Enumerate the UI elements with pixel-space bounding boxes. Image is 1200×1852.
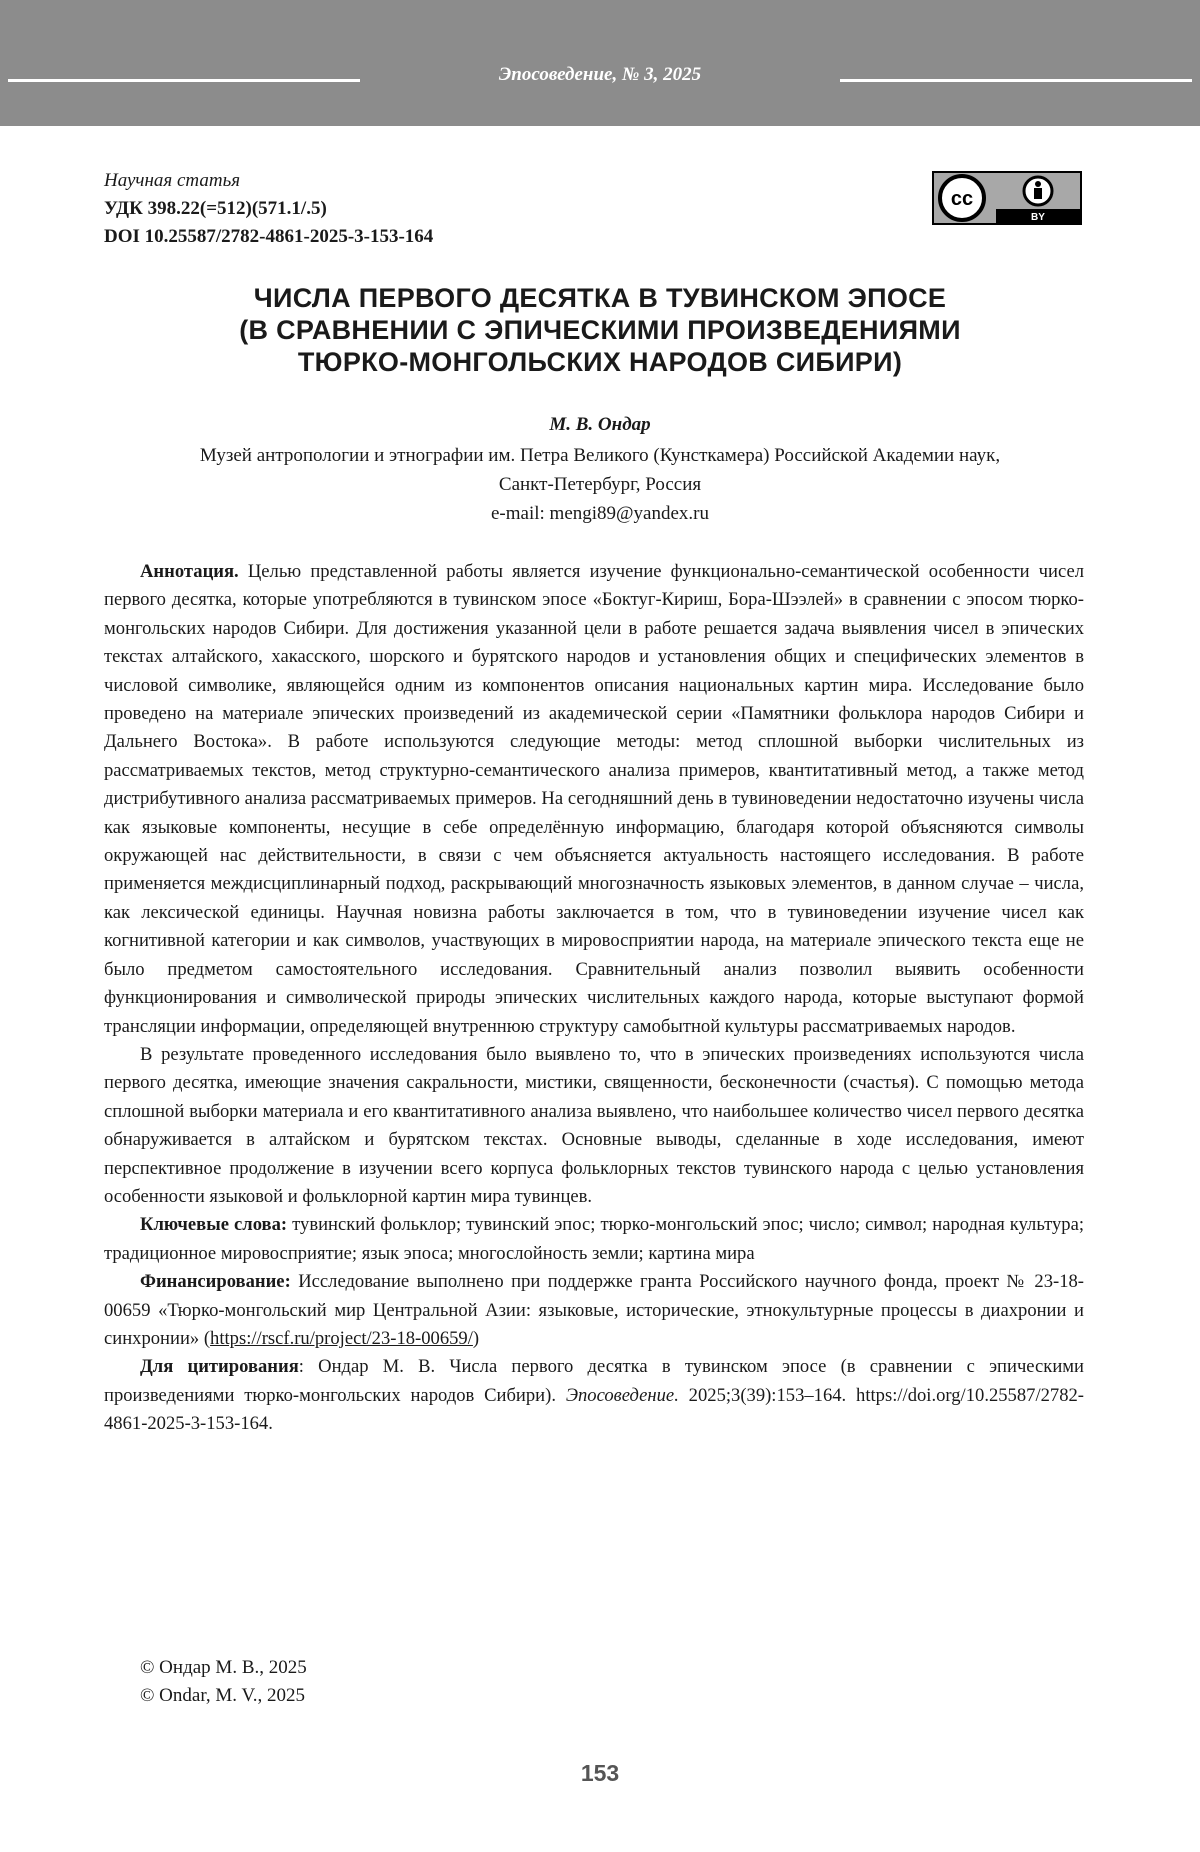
doi: DOI 10.25587/2782-4861-2025-3-153-164: [104, 226, 434, 247]
article-type: Научная статья: [104, 170, 241, 191]
keywords-paragraph: [104, 1211, 1084, 1268]
author-email: e-mail: mengi89@yandex.ru: [491, 503, 709, 524]
title-line-1: ЧИСЛА ПЕРВОГО ДЕСЯТКА В ТУВИНСКОМ ЭПОСЕ: [253, 283, 947, 313]
affiliation-line-1: Музей антропологии и этнографии им. Петра Великого (Кунсткамера) Российской Академии наук,: [199, 445, 1001, 466]
citation-label: Для цитирования: [140, 1356, 299, 1378]
copyright-ru: © Ондар М. В., 2025: [140, 1657, 307, 1678]
funding-paragraph: [104, 1268, 1084, 1353]
journal-running-title: Эпосоведение, № 3, 2025: [498, 64, 702, 85]
title-line-2: (В СРАВНЕНИИ С ЭПИЧЕСКИМИ ПРОИЗВЕДЕНИЯМИ: [239, 315, 961, 345]
citation-paragraph: [104, 1353, 1084, 1438]
abstract-text-1: Целью представленной работы является изучение функционально-семантической особенности чисел первого десятка, которые употребляются в тувинском эпосе «Боктуг-Кириш, Бора-Шээлей» в сравнении с эпосом тюрко-монгольских народов Сибири. Для достижения указанной цели в работе решается задача выявления чисел в эпических текстах алтайского, хакасского, шорского и бурятского народов и установления общих и специфических элементов в числовой символике, являющейся одним из компонентов описания национальных картин мира. Исследование было проведено на материале эпических произведений из академической серии «Памятники фольклора народов Сибири и Дальнего Востока». В работе используются следующие методы: метод сплошной выборки числительных из рассматриваемых текстов, метод структурно-семантического анализа примеров, квантитативный метод, а также метод дистрибутивного анализа рассматриваемых примеров. На сегодняшний день в тувиноведении недостаточно изучены числа как языковые компоненты, несущие в себе определённую информацию, благодаря которой объясняются символы окружающей нас действительности, в связи с чем объясняется актуальность настоящего исследования. В работе применяется междисциплинарный подход, раскрывающий многозначность языковых элементов, в данном случае – числа, как лексической единицы. Научная новизна работы заключается в том, что в тувиноведении изучение чисел как когнитивной категории и как символов, участвующих в мировосприятии народа, на материале эпического текста еще не было предметом самостоятельного исследования. Сравнительный анализ позволил выявить особенности функционирования и символической природы эпических числительных каждого народа, которые выступают формой трансляции информации, определяющей внутреннюю структуру самобытной культуры рассматриваемых народов.: [104, 561, 1084, 1037]
citation-text-before: : Ондар М. В. Числа первого десятка в тувинском эпосе (в сравнении с эпическими произведениями тюрко-монгольских народов Сибири).: [104, 1356, 1084, 1406]
funding-text: Исследование выполнено при поддержке гранта Российского научного фонда, проект № 23-18-00659 «Тюрко-монгольский мир Центральной Азии: языковые, исторические, этнокультурные процессы в диахронии и синхронии» (: [104, 1271, 1084, 1349]
funding-label: Финансирование:: [140, 1271, 291, 1293]
cc-by-license-icon: [932, 171, 1082, 225]
citation-journal: Эпосоведение.: [565, 1384, 679, 1406]
journal-header-band: [0, 0, 1200, 126]
article-meta: [104, 167, 433, 251]
cc-icon-text: cc: [950, 188, 974, 210]
affiliation-line-2: Санкт-Петербург, Россия: [498, 474, 702, 495]
copyright-block: [140, 1654, 307, 1710]
article-title: [100, 282, 1100, 378]
abstract-label: Аннотация.: [140, 561, 239, 582]
header-rule-left: [8, 79, 360, 82]
copyright-en: © Ondar, M. V., 2025: [140, 1685, 305, 1706]
page-number: 153: [580, 1760, 620, 1786]
by-icon-text: BY: [1031, 212, 1045, 223]
author-name: М. В. Ондар: [549, 414, 651, 435]
udc-code: УДК 398.22(=512)(571.1/.5): [104, 198, 327, 219]
keywords-text: тувинский фольклор; тувинский эпос; тюрко-монгольский эпос; число; символ; народная культура; традиционное мировосприятие; язык эпоса; многослойность земли; картина мира: [104, 1214, 1084, 1264]
keywords-label: Ключевые слова:: [140, 1214, 288, 1236]
author-affiliation: [100, 441, 1100, 528]
article-abstract-block: [104, 558, 1084, 1439]
funding-close: ): [472, 1327, 480, 1349]
funding-link[interactable]: https://rscf.ru/project/23-18-00659/: [210, 1327, 473, 1349]
header-rule-right: [840, 79, 1192, 82]
abstract-paragraph-2: В результате проведенного исследования было выявлено то, что в эпических произведениях используются числа первого десятка, имеющие значения сакральности, мистики, священности, бесконечности (счастья). С помощью метода сплошной выборки материала и его квантитативного анализа выявлено, что наибольшее количество чисел первого десятка обнаруживается в алтайском и бурятском текстах. Основные выводы, сделанные в ходе исследования, имеют перспективное продолжение в изучении всего корпуса фольклорных текстов тувинского народа с целью установления особенности языковой и фольклорной картин мира тувинцев.: [104, 1043, 1084, 1207]
citation-text-after: 2025;3(39):153–164. https://doi.org/10.25587/2782-4861-2025-3-153-164.: [104, 1384, 1084, 1435]
title-line-3: ТЮРКО-МОНГОЛЬСКИХ НАРОДОВ СИБИРИ): [297, 347, 903, 377]
abstract-paragraph-1: [104, 558, 1084, 1041]
